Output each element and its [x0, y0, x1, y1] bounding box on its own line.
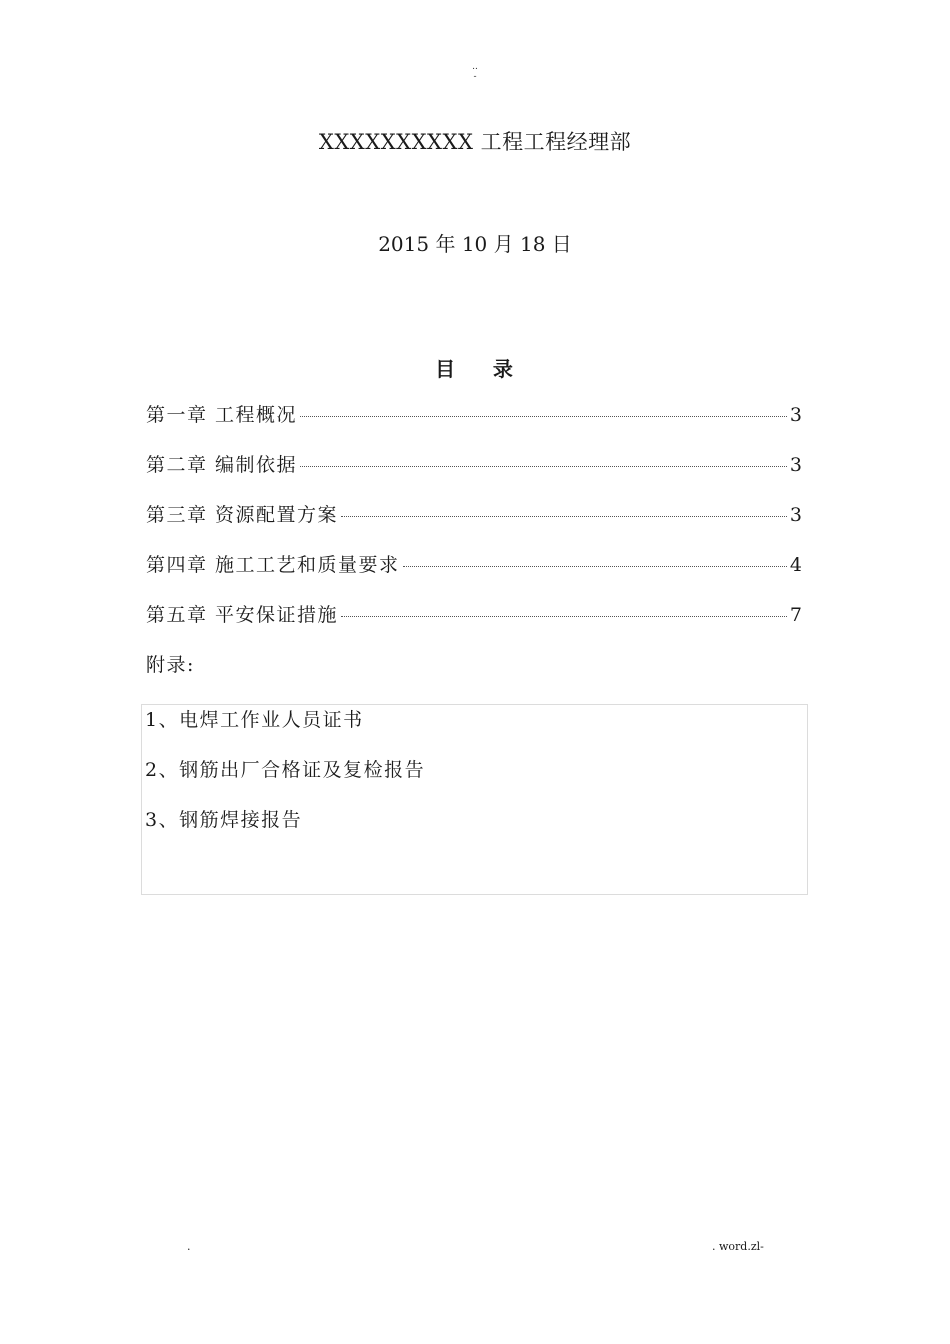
appendix-label: 附录:: [146, 654, 195, 676]
toc-entry-3[interactable]: [146, 500, 802, 550]
appendix-item-3: 3、钢筋焊接报告: [145, 809, 303, 831]
toc-entry-page: 7: [789, 604, 802, 626]
toc-leader-dots: [300, 466, 787, 467]
toc-entry-4[interactable]: [146, 550, 802, 600]
toc-leader-dots: [341, 616, 787, 617]
toc-entry-page: 3: [789, 504, 802, 526]
appendix-box: [141, 704, 808, 895]
toc-leader-dots: [403, 566, 787, 567]
footer-left-mark: .: [187, 1240, 191, 1253]
toc-list: [146, 400, 802, 650]
toc-entry-5[interactable]: [146, 600, 802, 650]
toc-entry-2[interactable]: [146, 450, 802, 500]
header-mark-top: ..: [472, 62, 478, 72]
toc-entry-label: 第三章 资源配置方案: [146, 504, 339, 526]
toc-entry-label: 第一章 工程概况: [146, 404, 298, 426]
toc-entry-label: 第四章 施工工艺和质量要求: [146, 554, 400, 576]
toc-entry-label: 第二章 编制依据: [146, 454, 298, 476]
organization-title: XXXXXXXXXX 工程工程经理部: [318, 130, 632, 154]
toc-entry-page: 3: [789, 404, 802, 426]
appendix-item-1: 1、电焊工作业人员证书: [145, 709, 364, 731]
document-date: 2015 年 10 月 18 日: [378, 232, 572, 256]
header-mark-bottom: -: [473, 72, 477, 82]
toc-heading: 目 录: [435, 357, 515, 381]
footer-right-text: . word.zl-: [712, 1240, 764, 1253]
toc-entry-page: 3: [789, 454, 802, 476]
appendix-item-2: 2、钢筋出厂合格证及复检报告: [145, 759, 426, 781]
toc-leader-dots: [300, 416, 787, 417]
toc-entry-page: 4: [789, 554, 802, 576]
toc-leader-dots: [341, 516, 787, 517]
toc-entry-label: 第五章 平安保证措施: [146, 604, 339, 626]
toc-entry-1[interactable]: [146, 400, 802, 450]
